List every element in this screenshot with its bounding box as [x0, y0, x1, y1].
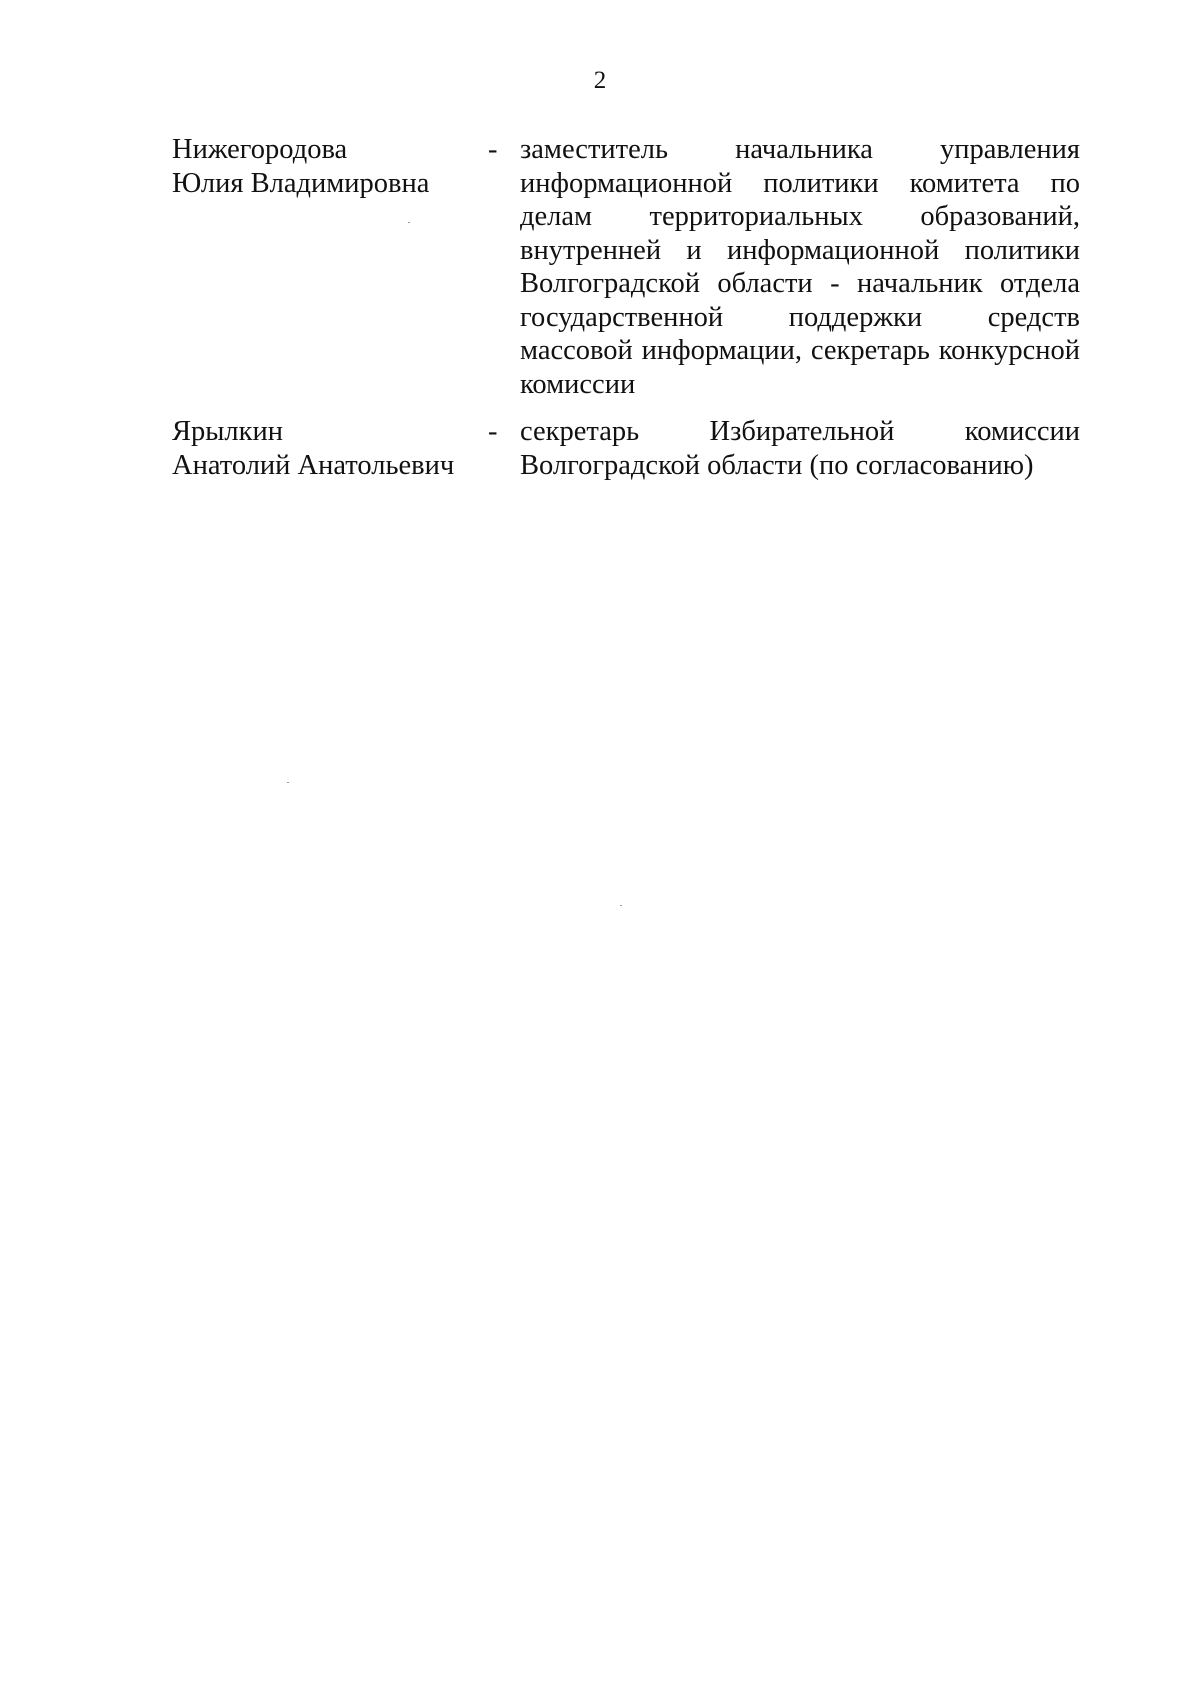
member-given-names: Анатолий Анатольевич: [172, 449, 455, 481]
member-given-names: Юлия Владимировна: [172, 167, 430, 199]
member-surname: Ярылкин: [172, 416, 283, 447]
scan-speck: [620, 905, 622, 906]
scan-speck: [287, 782, 289, 783]
scan-speck: [408, 222, 410, 223]
member-name: [172, 133, 472, 200]
member-name: [172, 415, 472, 482]
dash-separator: -: [488, 134, 498, 165]
member-surname: Нижегородова: [172, 134, 348, 165]
dash-separator: -: [488, 416, 498, 447]
member-role: заместитель начальника управления информационной политики комитета по делам территориальных образований, внутренней и информационной политики Волгоградской области - начальник отдела государственной поддержки средств массовой информации, секретарь конкурсной комиссии: [520, 134, 1080, 400]
page-number: 2: [593, 67, 607, 94]
member-role: секретарь Избирательной комиссии Волгоградской области (по согласованию): [520, 416, 1080, 481]
